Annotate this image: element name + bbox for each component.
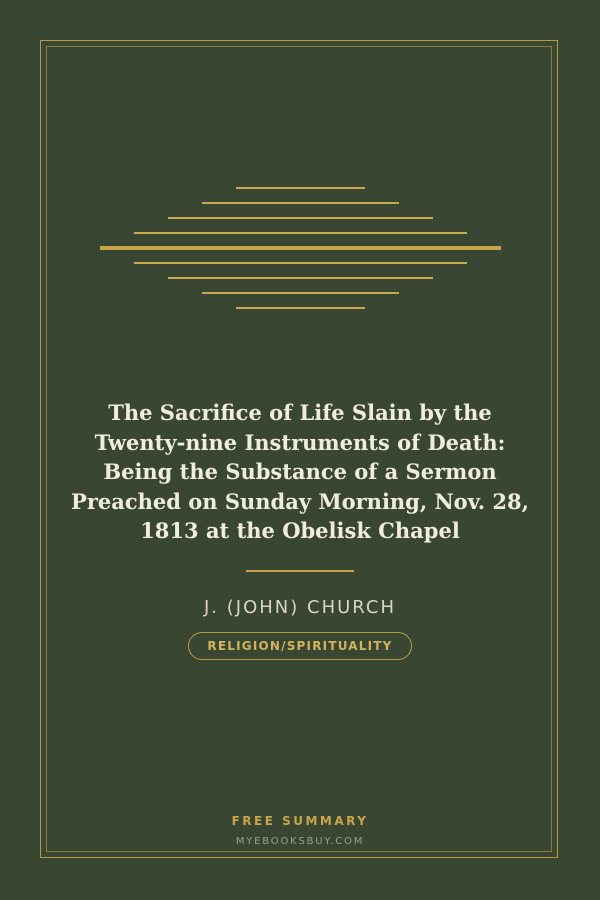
site-name: MYEBOOKSBUY.COM (235, 836, 365, 847)
title-divider (246, 570, 354, 572)
deco-line-3 (168, 217, 433, 219)
free-summary-label: FREE SUMMARY (231, 814, 369, 828)
deco-line-2 (202, 202, 399, 204)
deco-line-4 (134, 232, 467, 234)
category-badge (188, 632, 412, 660)
deco-line-6 (134, 262, 467, 264)
book-title: The Sacrifice of Life Slain by the Twenty-nine Instruments of Death: Being the Substance of a Sermon Preached on Sunday Morning, Nov. 28, 1813 at the Obelisk Chapel (71, 400, 529, 543)
deco-line-1 (236, 187, 365, 189)
deco-line-7 (168, 277, 433, 279)
deco-line-8 (202, 292, 399, 294)
book-author: J. (JOHN) CHURCH (204, 597, 396, 618)
category-label: RELIGION/SPIRITUALITY (207, 639, 393, 653)
deco-line-9 (236, 307, 365, 309)
deco-line-center (100, 246, 501, 250)
